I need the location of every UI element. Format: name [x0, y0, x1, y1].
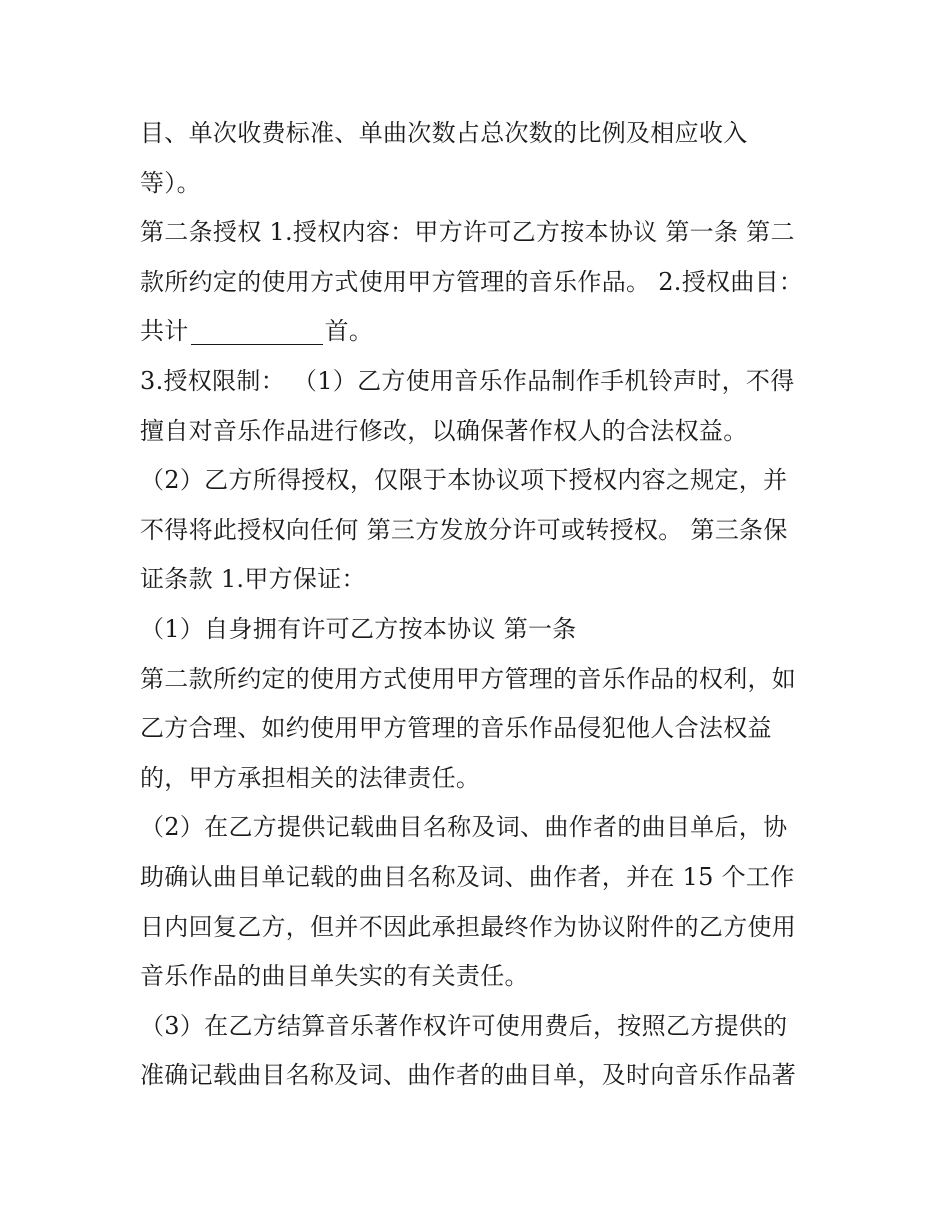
total-prefix: 共计 [140, 317, 189, 346]
text-line: 助确认曲目单记载的曲目名称及词、曲作者，并在 15 个工作 [140, 862, 795, 891]
text-line: 准确记载曲目名称及词、曲作者的曲目单，及时向音乐作品著 [140, 1061, 797, 1090]
text-line: 擅自对音乐作品进行修改，以确保著作权人的合法权益。 [140, 416, 748, 445]
total-suffix: 首。 [324, 317, 374, 346]
text-line: 3.授权限制： （1）乙方使用音乐作品制作手机铃声时，不得 [140, 366, 795, 395]
document-body [140, 109, 830, 1101]
text-line: 不得将此授权向任何 第三方发放分许可或转授权。 第三条保 [140, 515, 788, 544]
text-line: （2）在乙方提供记载曲目名称及词、曲作者的曲目单后，协 [140, 813, 788, 842]
fill-in-blank [191, 318, 323, 345]
text-line: （1）自身拥有许可乙方按本协议 第一条 [140, 614, 577, 643]
text-line: 的，甲方承担相关的法律责任。 [140, 763, 481, 792]
text-line: （2）乙方所得授权，仅限于本协议项下授权内容之规定，并 [140, 466, 788, 495]
total-songs-line [140, 307, 830, 357]
text-line: 第二款所约定的使用方式使用甲方管理的音乐作品的权利，如 [140, 664, 797, 693]
text-line: 日内回复乙方，但并不因此承担最终作为协议附件的乙方使用 [140, 912, 797, 941]
text-line: （3）在乙方结算音乐著作权许可使用费后，按照乙方提供的 [140, 1011, 788, 1040]
text-line: 乙方合理、如约使用甲方管理的音乐作品侵犯他人合法权益 [140, 714, 772, 743]
text-line: 证条款 1.甲方保证： [140, 565, 366, 594]
text-line: 等）。 [140, 168, 201, 197]
text-line: 第二条授权 1.授权内容：甲方许可乙方按本协议 第一条 第二 [140, 218, 795, 247]
text-line: 音乐作品的曲目单失实的有关责任。 [140, 962, 529, 991]
text-line: 款所约定的使用方式使用甲方管理的音乐作品。 2.授权曲目： [140, 267, 804, 296]
text-line: 目、单次收费标准、单曲次数占总次数的比例及相应收入 [140, 119, 748, 147]
